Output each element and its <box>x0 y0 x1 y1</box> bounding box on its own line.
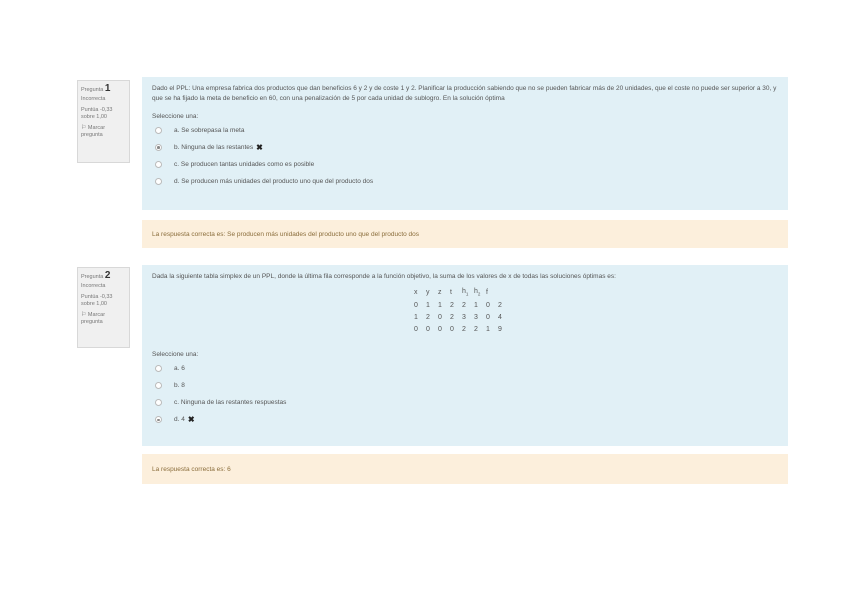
radio-button[interactable] <box>155 416 162 423</box>
answer-option-b[interactable] <box>152 377 778 394</box>
question-text: Dada la siguiente tabla simplex de un PPL, donde la última fila corresponde a la función objetivo, la suma de los valores de x de todas las soluciones óptimas es: <box>152 273 616 280</box>
table-cell: 0 <box>414 326 418 334</box>
flag-question-link[interactable]: ⚐ Marcar pregunta <box>81 312 106 325</box>
feedback-box <box>142 454 788 484</box>
table-header-cell: f <box>486 289 488 297</box>
question-grade: Puntúa -0,33 sobre 1,00 <box>81 294 113 307</box>
table-cell: 1 <box>486 326 490 334</box>
table-header-cell: z <box>438 289 442 297</box>
table-header-cell: x <box>414 289 418 297</box>
table-header-cell: t <box>450 289 452 297</box>
question-number <box>81 272 126 281</box>
question-number <box>81 85 126 94</box>
answer-label: b. Ninguna de las restantes <box>174 143 254 151</box>
table-cell: 0 <box>426 326 430 334</box>
flag-question-link[interactable]: ⚐ Marcar pregunta <box>81 125 106 138</box>
table-cell: 2 <box>498 302 502 310</box>
answer-list <box>152 360 778 428</box>
table-cell: 2 <box>462 326 466 334</box>
table-header-row <box>414 286 510 300</box>
radio-button[interactable] <box>155 127 162 134</box>
answer-option-a[interactable] <box>152 360 778 377</box>
question-content <box>142 77 788 210</box>
answer-list <box>152 122 778 190</box>
table-cell: 0 <box>450 326 454 334</box>
table-cell: 1 <box>426 302 430 310</box>
table-cell: 2 <box>450 302 454 310</box>
answer-option-d[interactable] <box>152 411 778 428</box>
question-state: Incorrecta <box>81 96 106 102</box>
table-cell: 0 <box>486 314 490 322</box>
table-cell: 4 <box>498 314 502 322</box>
table-cell: 0 <box>438 326 442 334</box>
answer-label: c. Ninguna de las restantes respuestas <box>174 398 287 406</box>
table-cell: 1 <box>438 302 442 310</box>
question-number-value: 2 <box>104 270 111 281</box>
answer-option-a[interactable] <box>152 122 778 139</box>
table-cell: 1 <box>474 302 478 310</box>
table-cell: 0 <box>438 314 442 322</box>
answer-option-d[interactable] <box>152 173 778 190</box>
table-header-cell: $h_2$ <box>474 288 481 297</box>
answer-label: b. 8 <box>174 381 185 389</box>
answer-option-c[interactable] <box>152 156 778 173</box>
radio-button[interactable] <box>155 382 162 389</box>
answer-option-b[interactable] <box>152 139 778 156</box>
answer-label: c. Se producen tantas unidades como es posible <box>174 160 315 168</box>
table-cell: 9 <box>498 326 502 334</box>
table-row <box>414 300 510 312</box>
table-cell: 2 <box>462 302 466 310</box>
radio-button[interactable] <box>155 399 162 406</box>
question-grade: Puntúa -0,33 sobre 1,00 <box>81 107 113 120</box>
answer-label: d. 4 <box>174 415 185 423</box>
table-header-cell: y <box>426 289 430 297</box>
incorrect-icon: ✖ <box>256 142 263 152</box>
radio-button[interactable] <box>155 144 162 151</box>
question-label: Pregunta <box>81 87 104 93</box>
table-cell: 2 <box>426 314 430 322</box>
table-cell: 3 <box>462 314 466 322</box>
answer-label: a. Se sobrepasa la meta <box>174 126 245 134</box>
answer-label: d. Se producen más unidades del producto uno que del producto dos <box>174 177 374 185</box>
radio-button[interactable] <box>155 161 162 168</box>
table-cell: 0 <box>486 302 490 310</box>
correct-answer-text: La respuesta correcta es: 6 <box>152 465 231 473</box>
answer-label: a. 6 <box>174 364 185 372</box>
simplex-table <box>414 286 510 336</box>
radio-button[interactable] <box>155 365 162 372</box>
incorrect-icon: ✖ <box>187 414 195 424</box>
question-label: Pregunta <box>81 274 104 280</box>
flag-icon: ⚐ <box>81 125 87 131</box>
table-row <box>414 324 510 336</box>
answer-option-c[interactable] <box>152 394 778 411</box>
flag-icon: ⚐ <box>81 312 87 318</box>
table-cell: 1 <box>414 314 418 322</box>
table-cell: 2 <box>450 314 454 322</box>
feedback-box <box>142 220 788 248</box>
question-info <box>77 267 130 348</box>
table-cell: 3 <box>474 314 478 322</box>
answer-prompt: Seleccione una: <box>152 113 199 120</box>
question-info <box>77 80 130 163</box>
table-cell: 0 <box>414 302 418 310</box>
question-number-value: 1 <box>104 83 111 94</box>
table-header-cell <box>498 286 510 300</box>
question-state: Incorrecta <box>81 283 106 289</box>
table-row <box>414 312 510 324</box>
table-header-cell: $h_1$ <box>462 288 469 297</box>
radio-button[interactable] <box>155 178 162 185</box>
answer-prompt: Seleccione una: <box>152 351 199 359</box>
correct-answer-text: La respuesta correcta es: Se producen más unidades del producto uno que del producto dos <box>152 230 420 238</box>
question-content <box>142 265 788 446</box>
table-cell: 2 <box>474 326 478 334</box>
question-text: Dado el PPL: Una empresa fabrica dos productos que dan beneficios 6 y 2 y de coste 1 y 2. Planificar la producción sabiendo que no se pueden fabricar más de 20 unidades, que el coste no puede ser superior a 30, y que se ha fijado la meta de beneficio en 60, con una penalización de 5 por cada unidad de sublogro. En la solución óptima <box>152 85 777 102</box>
